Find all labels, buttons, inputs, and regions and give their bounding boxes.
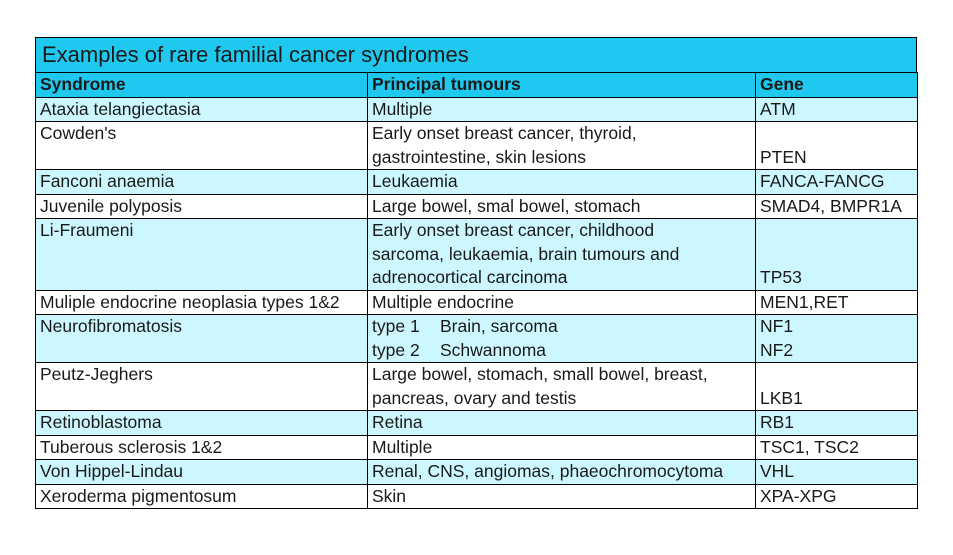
table-row	[36, 290, 918, 315]
table-row	[36, 411, 918, 436]
header-principal-tumours: Principal tumours	[368, 73, 756, 98]
tumour-line: adrenocortical carcinoma	[372, 267, 568, 287]
tumours-cell	[368, 219, 756, 291]
tumours-cell	[368, 290, 756, 315]
tumour-line: sarcoma, leukaemia, brain tumours and	[372, 243, 680, 264]
syndrome-cell: Fanconi anaemia	[36, 170, 368, 195]
table-row	[36, 435, 918, 460]
syndrome-cell: Neurofibromatosis	[36, 315, 368, 363]
tumours-cell	[368, 363, 756, 411]
gene-line: RB1	[760, 412, 795, 432]
nf-tumour-text: Schwannoma	[440, 339, 547, 360]
gene-cell	[756, 219, 918, 291]
header-row	[36, 73, 918, 98]
tumour-line: Skin	[372, 485, 407, 506]
gene-line: ATM	[760, 98, 796, 119]
tumour-line: gastrointestine, skin lesions	[372, 146, 586, 167]
tumour-line: Multiple	[372, 436, 433, 457]
tumour-line: Large bowel, smal bowel, stomach	[372, 195, 641, 216]
tumours-cell	[368, 97, 756, 122]
gene-cell	[756, 97, 918, 122]
gene-cell	[756, 290, 918, 315]
table-row	[36, 122, 918, 170]
table-row	[36, 194, 918, 219]
tumour-line: Leukaemia	[372, 171, 458, 191]
syndrome-cell: Von Hippel-Lindau	[36, 460, 368, 485]
table-title: Examples of rare familial cancer syndromes	[35, 37, 917, 72]
table-row	[36, 170, 918, 195]
gene-line: VHL	[760, 461, 795, 481]
syndromes-table-container	[35, 37, 917, 509]
nf-type-label: type 1	[372, 316, 420, 336]
tumour-line: pancreas, ovary and testis	[372, 387, 577, 408]
tumour-line: Multiple endocrine	[372, 291, 515, 312]
gene-line: SMAD4, BMPR1A	[760, 195, 902, 216]
table-row	[36, 219, 918, 291]
gene-cell	[756, 435, 918, 460]
syndrome-cell: Tuberous sclerosis 1&2	[36, 435, 368, 460]
tumours-cell	[368, 194, 756, 219]
syndrome-cell: Juvenile polyposis	[36, 194, 368, 219]
table-row	[36, 484, 918, 509]
header-gene: Gene	[756, 73, 918, 98]
gene-line: FANCA-FANCG	[760, 171, 885, 191]
tumours-cell	[368, 484, 756, 509]
table-row	[36, 363, 918, 411]
gene-cell	[756, 411, 918, 436]
syndrome-cell: Li-Fraumeni	[36, 219, 368, 291]
syndrome-cell: Ataxia telangiectasia	[36, 97, 368, 122]
header-syndrome: Syndrome	[36, 73, 368, 98]
gene-line: LKB1	[760, 387, 803, 408]
gene-line: TSC1, TSC2	[760, 436, 859, 457]
tumour-line: Retina	[372, 412, 423, 432]
gene-line: NF1	[760, 316, 794, 336]
gene-line: XPA-XPG	[760, 485, 837, 506]
gene-cell	[756, 122, 918, 170]
tumour-line: Renal, CNS, angiomas, phaeochromocytoma	[372, 461, 724, 481]
syndromes-table	[35, 72, 918, 509]
syndrome-cell: Retinoblastoma	[36, 411, 368, 436]
nf-type-label: type 2	[372, 339, 420, 360]
gene-line: MEN1,RET	[760, 291, 849, 312]
tumour-line: Multiple	[372, 98, 433, 119]
tumours-cell	[368, 122, 756, 170]
tumours-cell	[368, 170, 756, 195]
tumours-cell	[368, 460, 756, 485]
table-row	[36, 460, 918, 485]
tumours-cell	[368, 411, 756, 436]
tumours-cell	[368, 315, 756, 363]
tumour-line: Early onset breast cancer, childhood	[372, 220, 655, 240]
tumour-line: Early onset breast cancer, thyroid,	[372, 123, 637, 143]
tumour-line: Large bowel, stomach, small bowel, breast,	[372, 364, 708, 384]
syndrome-cell: Peutz-Jeghers	[36, 363, 368, 411]
gene-cell	[756, 194, 918, 219]
tumour-line	[372, 315, 755, 339]
nf-tumour-text: Brain, sarcoma	[440, 316, 558, 336]
gene-cell	[756, 315, 918, 363]
syndrome-cell: Muliple endocrine neoplasia types 1&2	[36, 290, 368, 315]
table-row	[36, 97, 918, 122]
gene-cell	[756, 484, 918, 509]
syndrome-cell: Xeroderma pigmentosum	[36, 484, 368, 509]
gene-cell	[756, 363, 918, 411]
syndrome-cell: Cowden's	[36, 122, 368, 170]
tumours-cell	[368, 435, 756, 460]
gene-line: NF2	[760, 339, 794, 360]
gene-cell	[756, 170, 918, 195]
gene-line: PTEN	[760, 146, 807, 167]
tumour-line	[372, 339, 755, 363]
gene-cell	[756, 460, 918, 485]
gene-line: TP53	[760, 267, 802, 287]
table-row	[36, 315, 918, 363]
